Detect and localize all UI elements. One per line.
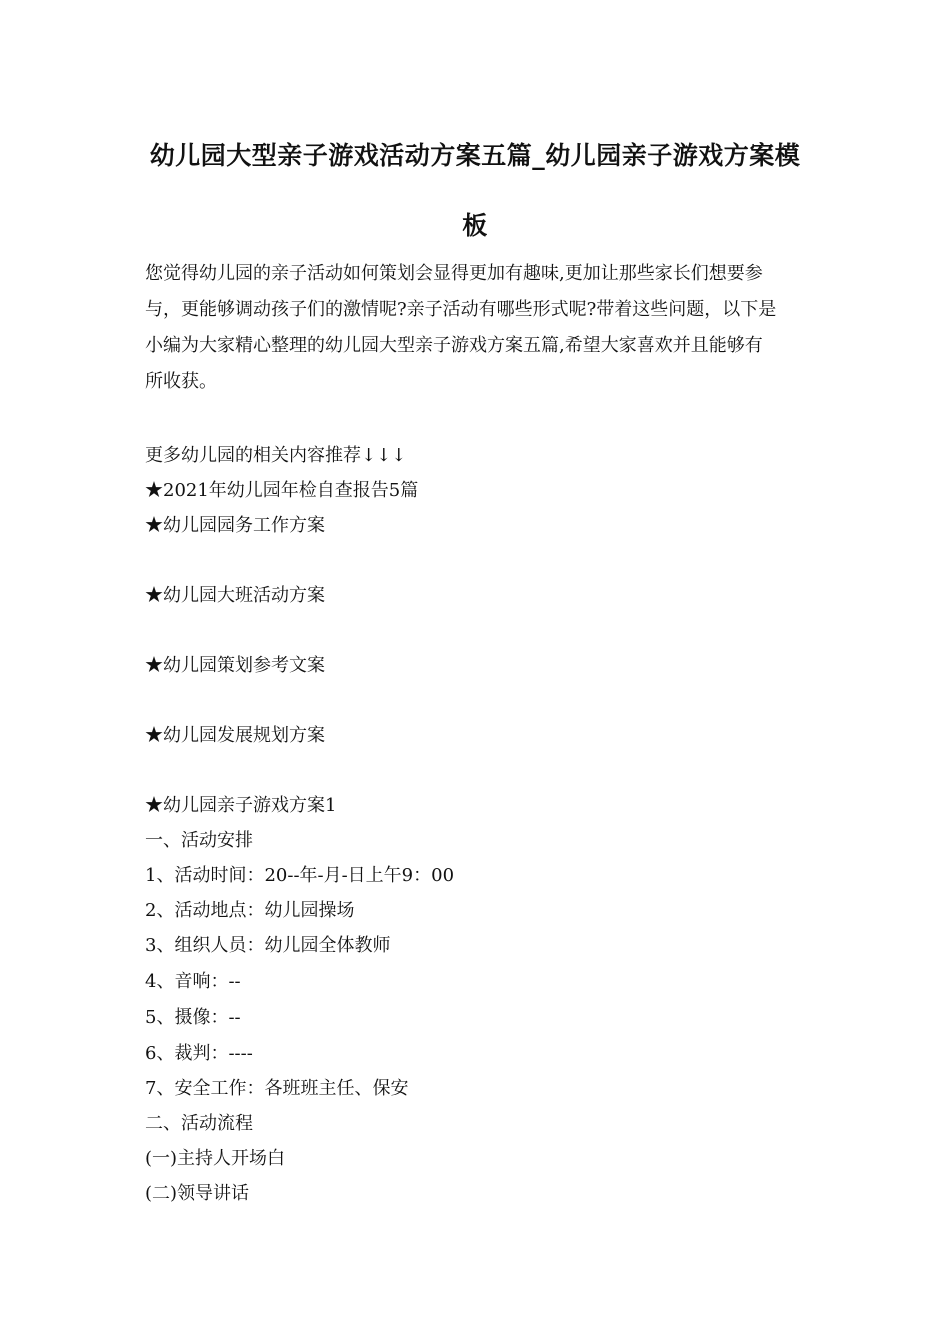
document-title-line-1: 幼儿园大型亲子游戏活动方案五篇_幼儿园亲子游戏方案模 (149, 141, 801, 170)
body-line: 7、安全工作：各班班主任、保安 (145, 1078, 409, 1099)
intro-line: 所收获。 (145, 371, 217, 392)
intro-line: 您觉得幼儿园的亲子活动如何策划会显得更加有趣味,更加让那些家长们想要参 (145, 263, 763, 284)
document-title-line-2: 板 (462, 211, 488, 240)
body-line: 1、活动时间：20--年-月-日上午9：00 (145, 865, 455, 886)
recommend-link[interactable]: ★幼儿园园务工作方案 (145, 515, 325, 536)
body-line: 4、音响：-- (145, 971, 241, 992)
body-line: 二、活动流程 (145, 1113, 253, 1134)
intro-paragraph (145, 256, 810, 400)
recommend-link[interactable]: ★幼儿园发展规划方案 (145, 725, 325, 746)
intro-line: 小编为大家精心整理的幼儿园大型亲子游戏方案五篇,希望大家喜欢并且能够有 (145, 335, 763, 356)
recommend-header: 更多幼儿园的相关内容推荐↓↓↓ (145, 445, 407, 466)
recommend-link[interactable]: ★幼儿园大班活动方案 (145, 585, 325, 606)
body-line: (二)领导讲话 (145, 1183, 250, 1204)
plan-title: ★幼儿园亲子游戏方案1 (145, 795, 337, 816)
body-line: 2、活动地点：幼儿园操场 (145, 900, 355, 921)
body-line: 3、组织人员：幼儿园全体教师 (145, 935, 391, 956)
body-line: 6、裁判：---- (145, 1043, 253, 1064)
body-line: 5、摄像：-- (145, 1007, 241, 1028)
recommend-link[interactable]: ★2021年幼儿园年检自查报告5篇 (145, 480, 419, 501)
recommend-link[interactable]: ★幼儿园策划参考文案 (145, 655, 325, 676)
body-line: 一、活动安排 (145, 830, 253, 851)
intro-line: 与，更能够调动孩子们的激情呢?亲子活动有哪些形式呢?带着这些问题，以下是 (145, 299, 777, 320)
body-line: (一)主持人开场白 (145, 1148, 286, 1169)
